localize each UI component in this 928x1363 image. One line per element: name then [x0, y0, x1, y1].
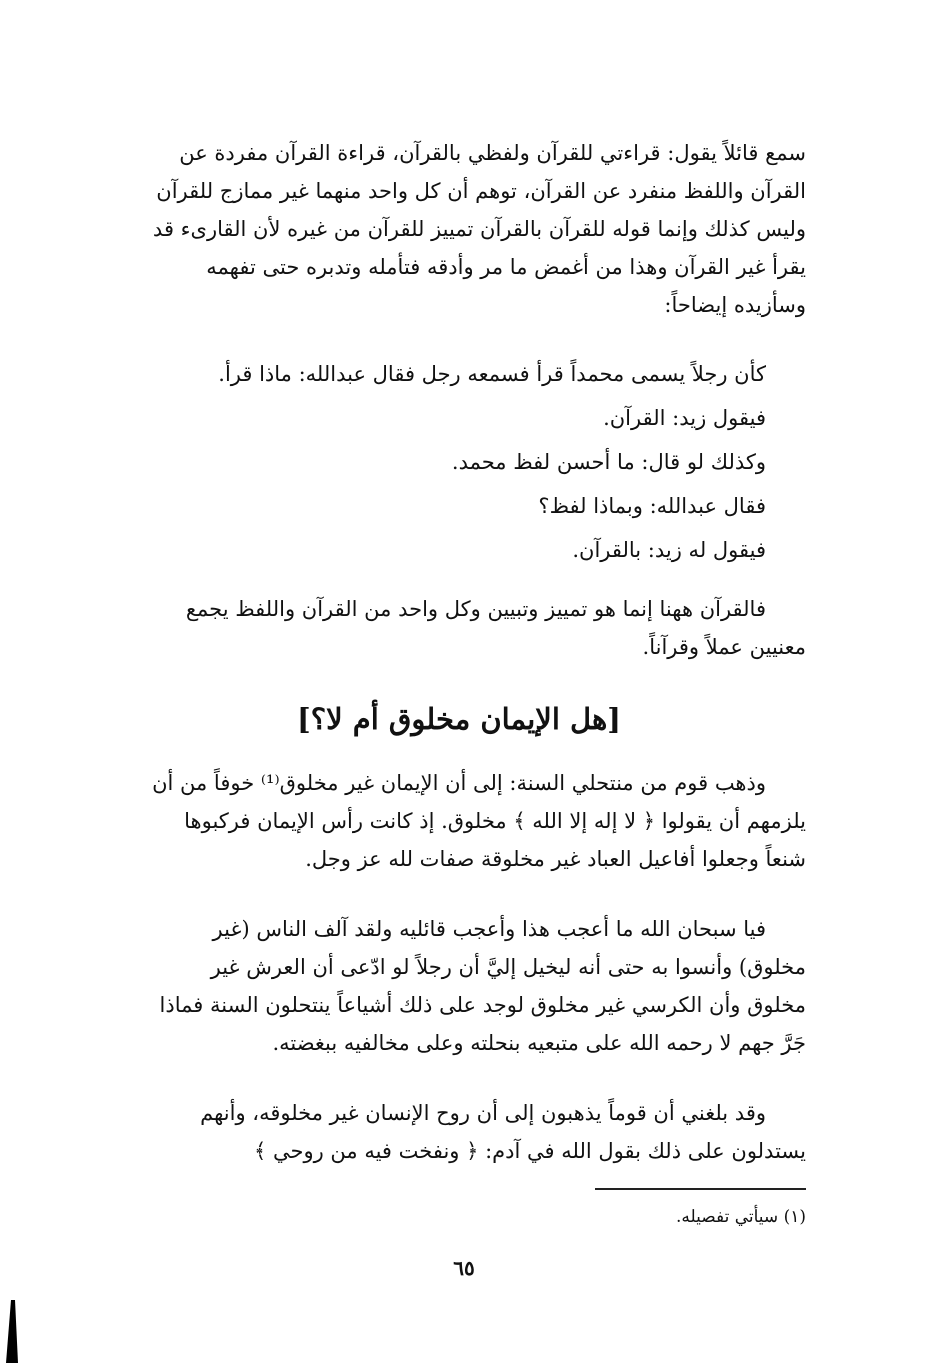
footnote: (١) سيأتي تفصيله. [675, 1207, 806, 1227]
paragraph-line: وذهب قوم من منتحلي السنة: إلى أن الإيمان غير مخلوق⁽¹⁾ خوفاً من أن [152, 771, 766, 795]
dialog-line: فيقول له زيد: بالقرآن. [572, 538, 766, 562]
paragraph-line: القرآن واللفظ منفرد عن القرآن، توهم أن كل واحد منهما غير ممازج للقرآن [156, 179, 806, 203]
paragraph-3 [112, 764, 806, 878]
dialog-block [112, 352, 766, 572]
paragraph-2 [112, 590, 806, 666]
paragraph-line: فالقرآن ههنا إنما هو تمييز وتبيين وكل واحد من القرآن واللفظ يجمع [185, 597, 766, 621]
paragraph-line: يستدلون على ذلك بقول الله في آدم: ﴿ ونفخت فيه من روحي ﴾ [254, 1139, 806, 1163]
paragraph-5 [112, 1094, 806, 1170]
paragraph-line: يقرأ غير القرآن وهذا من أغمض ما مر وأدقه فتأمله وتدبره حتى تفهمه [206, 255, 806, 279]
paragraph-4 [112, 910, 806, 1062]
paragraph-line: يلزمهم أن يقولوا ﴿ لا إله إلا الله ﴾ مخلوق. إذ كانت رأس الإيمان فركبوها [184, 809, 806, 833]
dialog-line: كأن رجلاً يسمى محمداً قرأ فسمعه رجل فقال عبدالله: ماذا قرأ. [218, 362, 766, 386]
paragraph-line: جَرَّ جهم لا رحمه الله على متبعيه بنحلته وعلى مخالفيه ببغضته. [272, 1031, 806, 1055]
scan-edge-mark [6, 1300, 18, 1363]
paragraph-line: مخلوق وأن الكرسي غير مخلوق لوجد على ذلك أشياعاً ينتحلون السنة فماذا [159, 993, 806, 1017]
paragraph-line: وسأزيده إيضاحاً: [664, 293, 806, 317]
page-number: ٦٥ [453, 1256, 475, 1280]
paragraph-line: مخلوق) وأنسوا به حتى أنه ليخيل إليَّ أن رجلاً لو ادّعى أن العرش غير [210, 955, 806, 979]
paragraph-line: سمع قائلاً يقول: قراءتي للقرآن ولفظي بالقرآن، قراءة القرآن مفردة عن [179, 141, 806, 165]
dialog-line: وكذلك لو قال: ما أحسن لفظ محمد. [451, 450, 766, 474]
paragraph-line: فيا سبحان الله ما أعجب هذا وأعجب قائليه ولقد آلف الناس (غير [212, 917, 766, 941]
paragraph-line: شنعاً وجعلوا أفاعيل العباد غير مخلوقة صفات لله عز وجل. [305, 847, 806, 871]
paragraph-line: وقد بلغني أن قوماً يذهبون إلى أن روح الإنسان غير مخلوقه، وأنهم [200, 1101, 766, 1125]
paragraph-line: معنيين عملاً وقرآناً. [642, 635, 806, 659]
paragraph-1 [112, 134, 806, 324]
section-heading: [هل الإيمان مخلوق أم لا؟] [297, 702, 621, 736]
footnote-divider [595, 1188, 806, 1190]
dialog-line: فقال عبدالله: وبماذا لفظ؟ [538, 494, 766, 518]
paragraph-line: وليس كذلك وإنما قوله للقرآن بالقرآن تمييز للقرآن من غيره لأن القارىء قد [152, 217, 806, 241]
dialog-line: فيقول زيد: القرآن. [603, 406, 766, 430]
